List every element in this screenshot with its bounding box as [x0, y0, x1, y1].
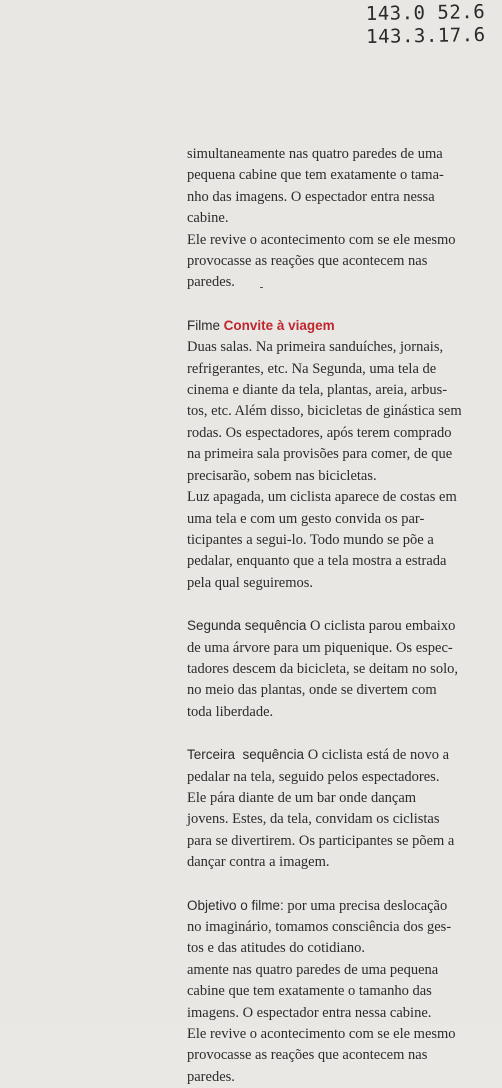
body-text	[187, 144, 487, 1088]
text-line: toda liberdade.	[187, 703, 274, 720]
text-line: rodas. Os espectadores, após terem comprado	[187, 424, 452, 441]
text-line: simultaneamente nas quatro paredes de uma	[187, 146, 443, 162]
text-line: pedalar, enquanto que a tela mostra a estrada	[187, 553, 447, 570]
text-line: refrigerantes, etc. Na Segunda, uma tela de	[187, 360, 437, 377]
text-line: provocasse as reações que acontecem nas	[187, 253, 428, 270]
text-line: pedalar na tela, seguido pelos espectadores.	[187, 768, 440, 785]
sequence-label: Segunda sequência	[187, 618, 307, 634]
text-line: na primeira sala provisões para comer, de que	[187, 446, 453, 463]
text-line: para se divertirem. Os participantes se põem a	[187, 832, 455, 849]
text-line: cabine que tem exatamente o tamanho das	[187, 983, 432, 1000]
film-label: Filme	[187, 317, 220, 333]
objective-text: por uma precisa deslocação	[283, 897, 448, 914]
text-line: no meio das plantas, onde se divertem com	[187, 682, 437, 699]
objective-label: Objetivo o filme:	[187, 897, 284, 913]
shelfmark-line-1: 143.0 52.6	[365, 0, 486, 26]
text-line: tos e das atitudes do cotidiano.	[187, 940, 365, 957]
text-line: paredes.	[187, 1068, 235, 1085]
text-line: de uma árvore para um piquenique. Os espec-	[187, 639, 453, 656]
text-line: cabine.	[187, 210, 229, 227]
sequence-text: O ciclista parou embaixo	[306, 618, 456, 635]
text-line: dançar contra a imagem.	[187, 854, 330, 871]
text-line: tadores descem da bicicleta, se deitam no solo,	[187, 660, 458, 677]
handwritten-shelfmark	[366, 1, 486, 49]
objective-line	[187, 895, 487, 917]
sequence-line	[187, 615, 487, 637]
text-line: precisarão, sobem nas bicicletas.	[187, 467, 377, 484]
text-line: Duas salas. Na primeira sanduíches, jornais,	[187, 339, 444, 356]
text-line: ticipantes a segui-lo. Todo mundo se põe a	[187, 531, 434, 548]
text-line: Luz apagada, um ciclista aparece de costas em	[187, 489, 457, 506]
text-line: Ele revive o acontecimento com se ele mesmo	[187, 1026, 456, 1043]
text-line: imagens. O espectador entra nessa cabine.	[187, 1004, 432, 1021]
text-line: tos, etc. Além disso, bicicletas de ginástica sem	[187, 403, 462, 420]
text-line: no imaginário, tomamos consciência dos ges-	[187, 919, 452, 935]
text-line: jovens. Estes, da tela, convidam os ciclistas	[187, 811, 440, 828]
text-line: cinema e diante da tela, plantas, areia, arbus-	[187, 382, 448, 399]
text-line: pela qual seguiremos.	[187, 574, 314, 591]
text-line: provocasse as reações que acontecem nas	[187, 1047, 428, 1064]
sequence-label: Terceira sequência	[187, 747, 305, 763]
sequence-line	[187, 744, 487, 766]
shelfmark-line-2: 143.3.17.6	[366, 23, 486, 49]
film-title: Convite à viagem	[223, 317, 335, 333]
text-line: Ele revive o acontecimento com se ele mesmo	[187, 231, 456, 248]
film-heading	[187, 315, 487, 337]
text-line: pequena cabine que tem exatamente o tama-	[187, 167, 444, 184]
text-line: uma tela e com um gesto convida os par-	[187, 510, 425, 527]
text-line: nho das imagens. O espectador entra nessa	[187, 188, 435, 205]
text-line: paredes.	[187, 274, 235, 291]
text-line: Ele pára diante de um bar onde dançam	[187, 789, 417, 806]
text-line: amente nas quatro paredes de uma pequena	[187, 961, 439, 978]
sequence-text: O ciclista está de novo a	[304, 747, 450, 764]
